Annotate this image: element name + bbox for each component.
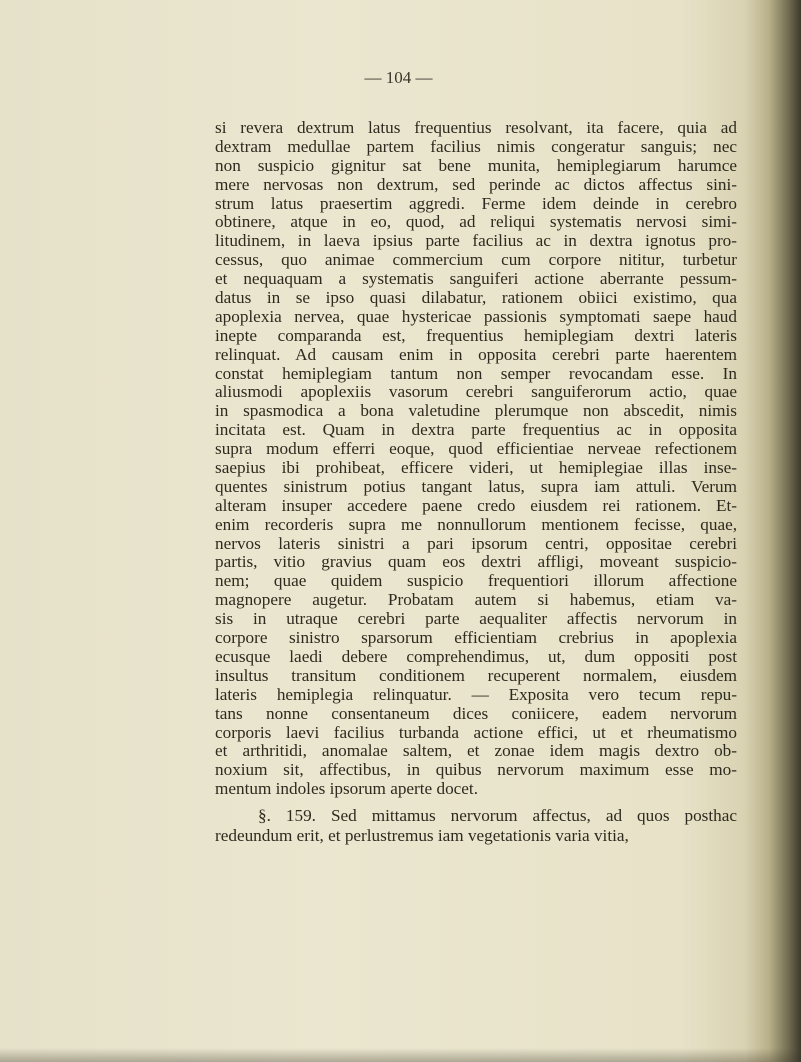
text-line: aliusmodi apoplexiis vasorum cerebri sanguiferorum actio, quae (215, 382, 737, 402)
text-line: §. 159. Sed mittamus nervorum affectus, ad quos posthac (258, 806, 737, 825)
text-line: apoplexia nervea, quae hystericae passionis symptomati saepe haud (215, 306, 737, 326)
section-159-paragraph (215, 806, 737, 846)
text-line: cessus, quo animae commercium cum corpore nititur, turbetur (215, 250, 737, 270)
text-line: saepius ibi prohibeat, efficere videri, ut hemiplegiae illas inse- (215, 458, 737, 478)
text-line: corpore sinistro sparsorum efficientiam crebrius in apoplexia (215, 628, 737, 648)
text-line: si revera dextrum latus frequentius resolvant, ita facere, quia ad (215, 118, 737, 137)
text-line: incitata est. Quam in dextra parte frequentius ac in opposita (215, 420, 737, 440)
text-line: quentes sinistrum potius tangant latus, supra iam attuli. Verum (215, 476, 737, 496)
text-line: mentum indoles ipsorum aperte docet. (215, 779, 478, 799)
text-line: in spasmodica a bona valetudine plerumque non abscedit, nimis (215, 401, 737, 421)
text-line: constat hemiplegiam tantum non semper revocandam esse. In (215, 363, 737, 383)
text-line: corporis laevi facilius turbanda actione effici, ut et rheumatismo (215, 722, 737, 742)
text-line: sis in utraque cerebri parte aequaliter affectis nervorum in (215, 609, 737, 629)
text-line: dextram medullae partem facilius nimis congeratur sanguis; nec (215, 136, 737, 156)
text-line: non suspicio gignitur sat bene munita, hemiplegiarum harumce (215, 155, 737, 175)
paragraph-body (215, 119, 737, 799)
text-line: insultus transitum conditionem recuperent normalem, eiusdem (215, 665, 737, 685)
text-line: noxium sit, affectibus, in quibus nervorum maximum esse mo- (215, 760, 737, 780)
text-line: et nequaquam a systematis sanguiferi actione aberrante pessum- (215, 269, 737, 289)
text-line: mere nervosas non dextrum, sed perinde ac dictos affectus sini- (215, 174, 737, 194)
text-line: redeundum erit, et perlustremus iam vegetationis varia vitia, (215, 826, 629, 845)
page-number (0, 68, 801, 88)
text-line: partis, vitio gravius quam eos dextri affligi, moveant suspicio- (215, 552, 737, 572)
text-line: ecusque laedi debere comprehendimus, ut, dum oppositi post (215, 646, 737, 666)
page-bottom-edge (0, 1048, 801, 1062)
text-line: enim recorderis supra me nonnullorum mentionem fecisse, quae, (215, 514, 737, 534)
text-line: alteram insuper accedere paene credo eiusdem rei rationem. Et- (215, 495, 737, 515)
text-line: et arthritidi, anomalae saltem, et zonae idem magis dextro ob- (215, 741, 737, 761)
text-line: tans nonne consentaneum dices coniicere, eadem nervorum (215, 703, 737, 723)
text-line: nem; quae quidem suspicio frequentiori illorum affectione (215, 571, 737, 591)
text-line: relinquat. Ad causam enim in opposita cerebri parte haerentem (215, 344, 737, 364)
text-line: lateris hemiplegia relinquatur. — Exposita vero tecum repu- (215, 684, 737, 704)
text-line: supra modum efferri eoque, quod efficientiae nerveae refectionem (215, 439, 737, 459)
text-line: datus in se ipso quasi dilabatur, rationem obiici existimo, qua (215, 288, 737, 308)
text-line: strum latus praesertim aggredi. Ferme idem deinde in cerebro (215, 193, 737, 213)
text-line: obtinere, atque in eo, quod, ad reliqui systematis nervosi simi- (215, 212, 737, 232)
page-number-text: — 104 — (364, 68, 433, 87)
text-line: nervos lateris sinistri a pari ipsorum centri, oppositae cerebri (215, 533, 737, 553)
text-line: inepte comparanda est, frequentius hemiplegiam dextri lateris (215, 325, 737, 345)
text-line: litudinem, in laeva ipsius parte facilius ac in dextra ignotus pro- (215, 231, 737, 251)
text-line: magnopere augetur. Probatam autem si habemus, etiam va- (215, 590, 737, 610)
